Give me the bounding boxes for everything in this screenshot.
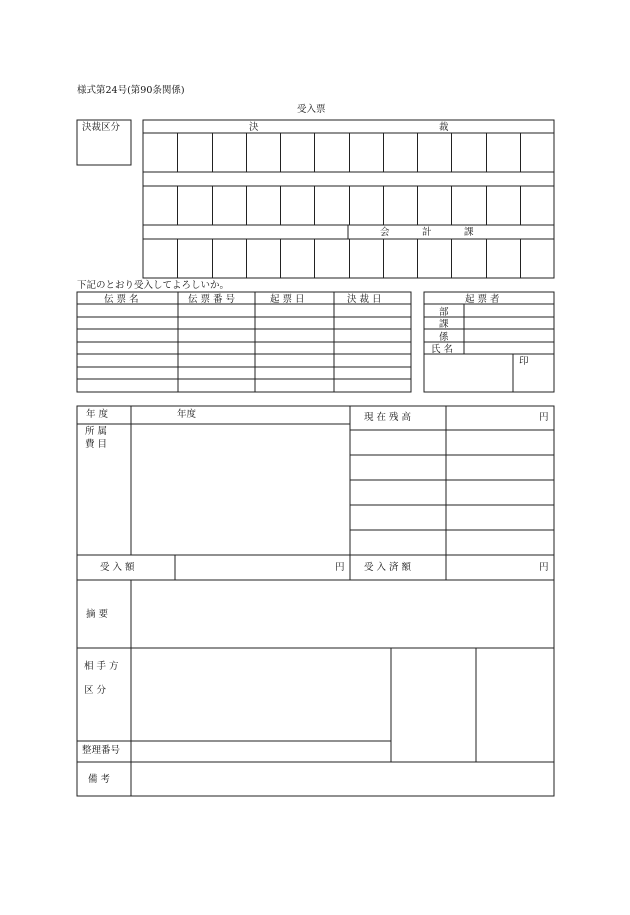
affiliation-expense-field[interactable] [131,424,350,555]
slip-header-approval-date: 決 裁 日 [347,294,382,305]
received-total-field[interactable] [446,556,536,579]
received-amount-yen: 円 [335,562,345,573]
slip-header-issue-date: 起 票 日 [270,294,305,305]
classification-label: 区 分 [84,685,107,696]
received-total-label: 受 入 済 額 [364,562,412,573]
summary-label: 摘 要 [86,609,109,620]
approval-header-left: 決 [249,122,259,133]
reference-number-field[interactable] [131,742,390,761]
issuer-row-dept: 部 [439,307,449,318]
issuer-row-section: 課 [439,319,449,330]
received-total-yen: 円 [539,562,549,573]
issuer-row-name: 氏 名 [431,344,454,355]
approval-seal-row-1[interactable] [143,133,554,172]
expense-label: 費 目 [85,439,108,450]
issuer-title: 起 票 者 [465,294,500,305]
approval-seal-row-2[interactable] [143,186,554,225]
year-unit: 年度 [177,409,197,420]
remarks-field[interactable] [131,763,554,795]
approval-seal-row-3[interactable] [143,239,554,278]
request-text: 下記のとおり受入してよろしいか。 [77,280,230,291]
remarks-label: 備 考 [88,774,111,785]
year-label: 年 度 [86,409,109,420]
accounting-label-right: 課 [464,227,474,238]
accounting-label-middle: 計 [422,227,432,238]
kessai-classification-label: 決裁区分 [82,122,121,133]
slip-header-number: 伝 票 番 号 [188,294,236,305]
issuer-row-unit: 係 [439,332,449,343]
reference-number-label: 整理番号 [82,745,121,756]
form-number: 様式第24号(第90条関係) [77,85,185,96]
accounting-label-left: 会 [380,227,390,238]
page-title: 受入票 [297,104,326,115]
received-amount-label: 受 入 額 [100,562,135,573]
counterparty-field[interactable] [131,649,390,740]
received-amount-field[interactable] [175,556,335,579]
current-balance-label: 現 在 残 高 [364,412,412,423]
slip-header-name: 伝 票 名 [104,294,139,305]
approval-header-right: 裁 [439,122,449,133]
seal-mark: 印 [519,356,529,367]
counterparty-label: 相 手 方 [84,661,119,672]
current-balance-yen: 円 [539,412,549,423]
affiliation-label: 所 属 [85,426,108,437]
summary-field[interactable] [131,581,554,647]
